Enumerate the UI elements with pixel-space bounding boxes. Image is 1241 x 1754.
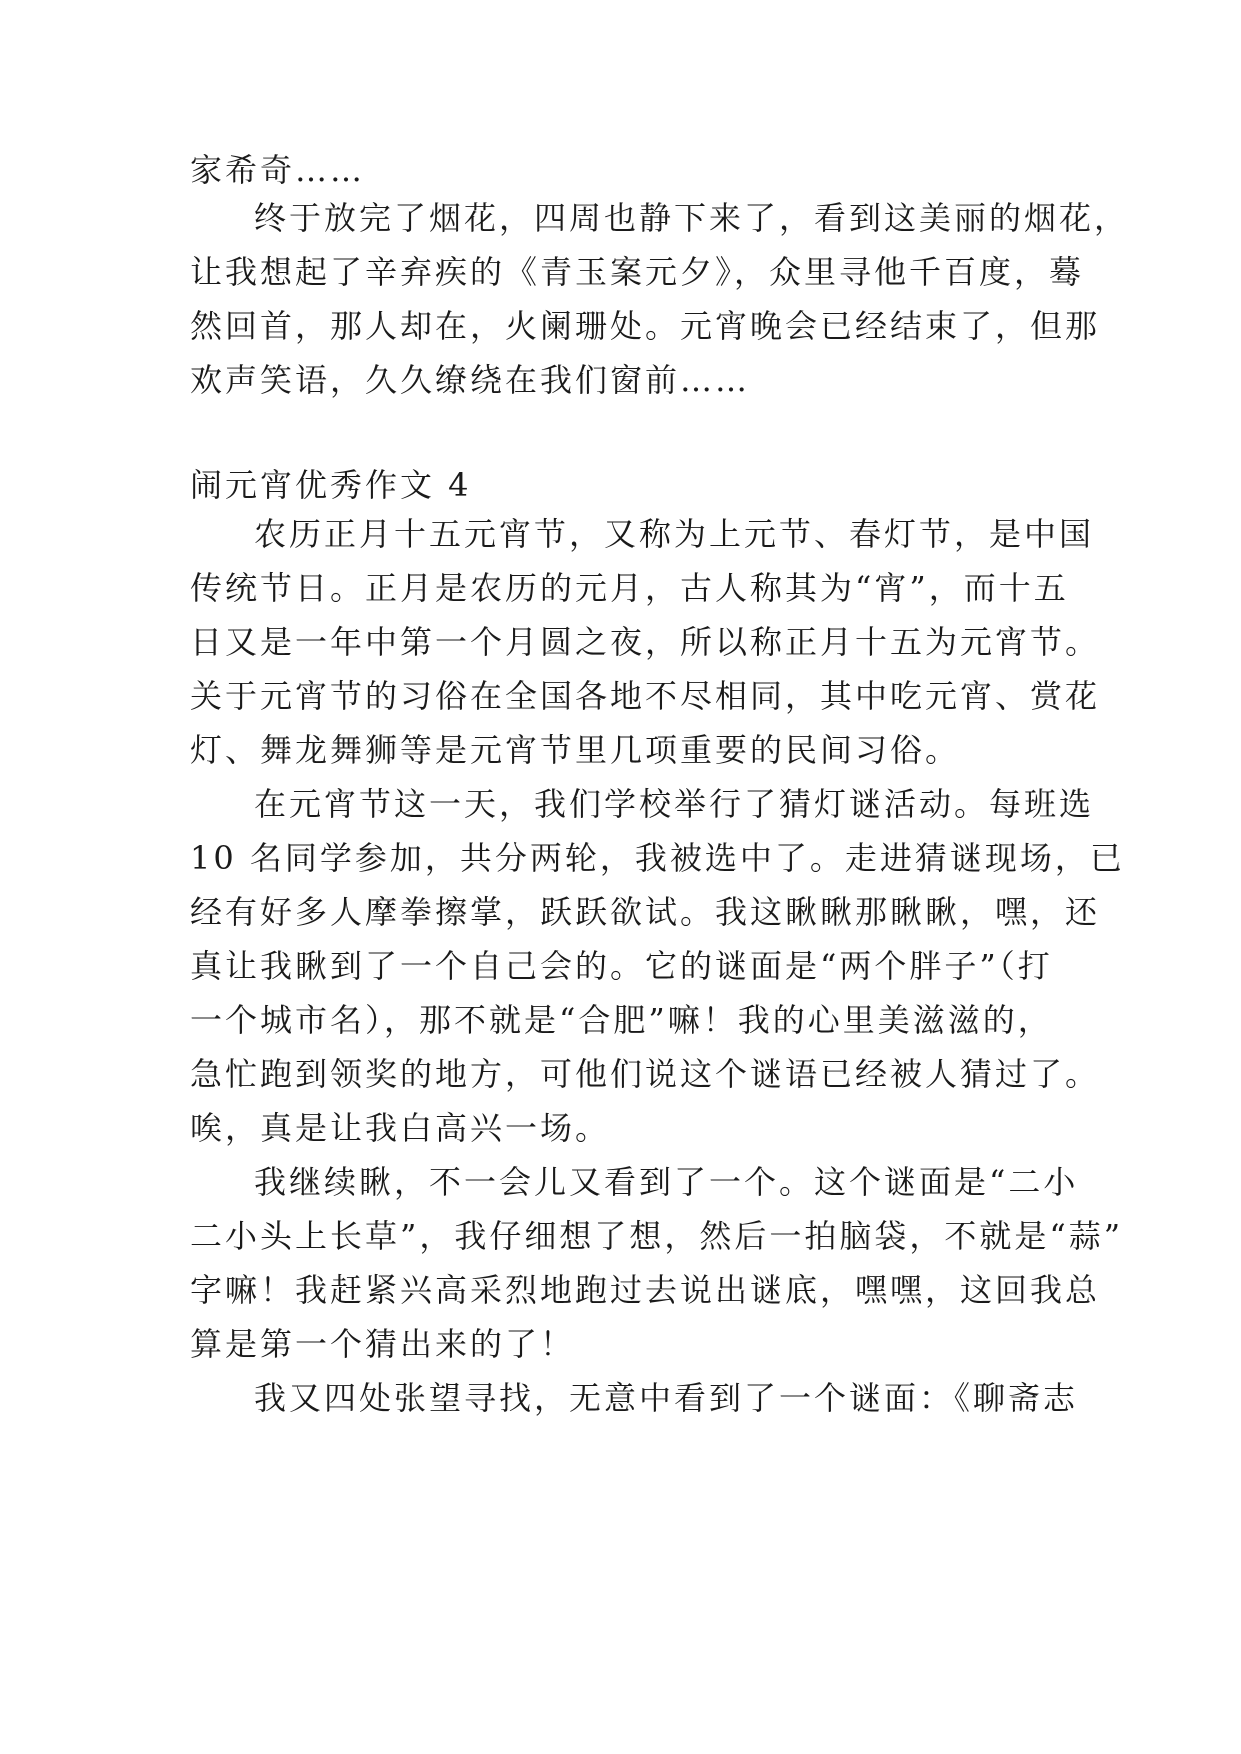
text-line: 急忙跑到领奖的地方，可他们说这个谜语已经被人猜过了。 xyxy=(190,1055,1101,1093)
paragraph-first-line: 我继续瞅，不一会儿又看到了一个。这个谜面是“二小 xyxy=(254,1163,1079,1201)
paragraph-first-line: 在元宵节这一天，我们学校举行了猜灯谜活动。每班选 xyxy=(254,785,1095,823)
text-line: 经有好多人摩拳擦掌，跃跃欲试。我这瞅瞅那瞅瞅，嘿，还 xyxy=(190,893,1101,931)
text-line: 传统节日。正月是农历的元月，古人称其为“宵”，而十五 xyxy=(190,569,1069,607)
text-line: 唉，真是让我白高兴一场。 xyxy=(190,1109,611,1147)
paragraph-first-line: 终于放完了烟花，四周也静下来了，看到这美丽的烟花， xyxy=(254,199,1130,237)
paragraph-first-line: 农历正月十五元宵节，又称为上元节、春灯节，是中国 xyxy=(254,515,1095,553)
text-line: 真让我瞅到了一个自己会的。它的谜面是“两个胖子”（打 xyxy=(190,947,1053,985)
text-line: 关于元宵节的习俗在全国各地不尽相同，其中吃元宵、赏花 xyxy=(190,677,1101,715)
text-line: 10 名同学参加，共分两轮，我被选中了。走进猜谜现场，已 xyxy=(190,839,1125,877)
text-line: 一个城市名），那不就是“合肥”嘛！我的心里美滋滋的， xyxy=(190,1001,1053,1039)
text-line: 二小头上长草”，我仔细想了想，然后一拍脑袋，不就是“蒜” xyxy=(190,1217,1124,1255)
text-line: 灯、舞龙舞狮等是元宵节里几项重要的民间习俗。 xyxy=(190,731,961,769)
text-line: 日又是一年中第一个月圆之夜，所以称正月十五为元宵节。 xyxy=(190,623,1101,661)
text-line: 让我想起了辛弃疾的《青玉案元夕》，众里寻他千百度，蓦 xyxy=(190,253,1085,291)
paragraph-first-line: 我又四处张望寻找，无意中看到了一个谜面：《聊斋志 xyxy=(254,1379,1079,1417)
text-line: 字嘛！我赶紧兴高采烈地跑过去说出谜底，嘿嘿，这回我总 xyxy=(190,1271,1101,1309)
text-line: 然回首，那人却在，火阑珊处。元宵晚会已经结束了，但那 xyxy=(190,307,1101,345)
section-heading: 闹元宵优秀作文 4 xyxy=(190,466,472,504)
text-line: 算是第一个猜出来的了！ xyxy=(190,1325,576,1363)
text-line: 家希奇…… xyxy=(190,151,366,189)
text-line: 欢声笑语，久久缭绕在我们窗前…… xyxy=(190,361,751,399)
